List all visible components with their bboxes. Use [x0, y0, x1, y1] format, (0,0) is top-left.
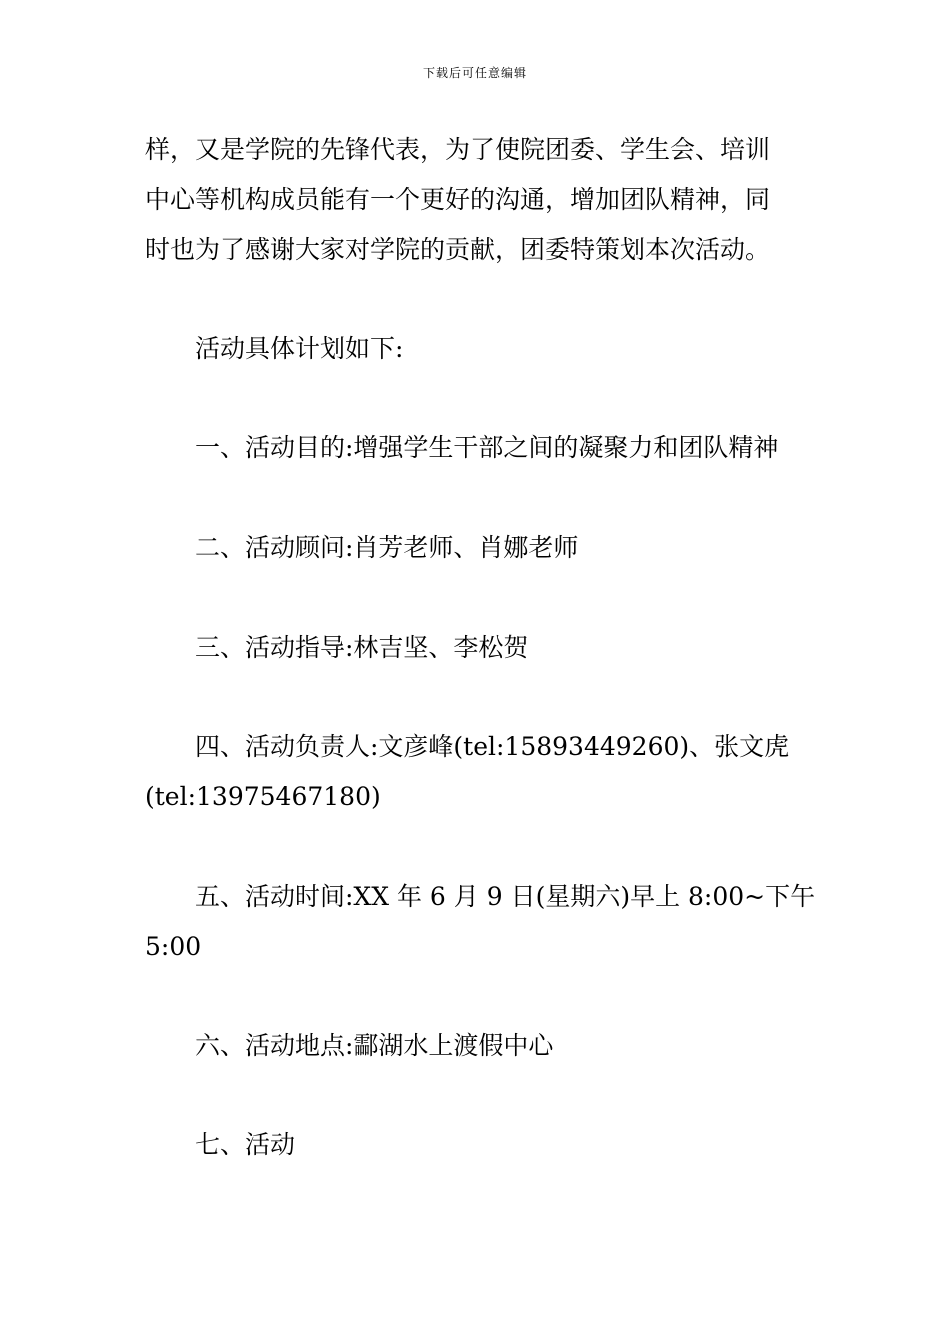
intro-line-2: 中心等机构成员能有一个更好的沟通，增加团队精神，同	[145, 185, 771, 214]
intro-line-3: 时也为了感谢大家对学院的贡献，团委特策划本次活动。	[145, 235, 771, 264]
item-guidance: 三、活动指导:林吉坚、李松贺	[195, 633, 529, 662]
plan-heading: 活动具体计划如下:	[195, 334, 404, 363]
intro-paragraph	[145, 125, 805, 275]
item-location: 六、活动地点:酃湖水上渡假中心	[195, 1031, 554, 1060]
item-advisors: 二、活动顾问:肖芳老师、肖娜老师	[195, 533, 579, 562]
item-leaders	[145, 722, 805, 822]
item-activity: 七、活动	[195, 1130, 296, 1159]
intro-line-1: 样，又是学院的先锋代表，为了使院团委、学生会、培训	[145, 135, 771, 164]
item-leaders-line-1: 四、活动负责人:文彦峰(tel:15893449260)、张文虎	[195, 732, 790, 761]
item-time-line-2: 5:00	[145, 932, 202, 961]
item-time-line-1: 五、活动时间:XX 年 6 月 9 日(星期六)早上 8:00~下午	[195, 882, 816, 911]
item-purpose: 一、活动目的:增强学生干部之间的凝聚力和团队精神	[195, 433, 779, 462]
page-header-note: 下载后可任意编辑	[422, 66, 527, 80]
item-leaders-line-2: (tel:13975467180)	[145, 782, 381, 811]
item-time	[145, 872, 816, 972]
